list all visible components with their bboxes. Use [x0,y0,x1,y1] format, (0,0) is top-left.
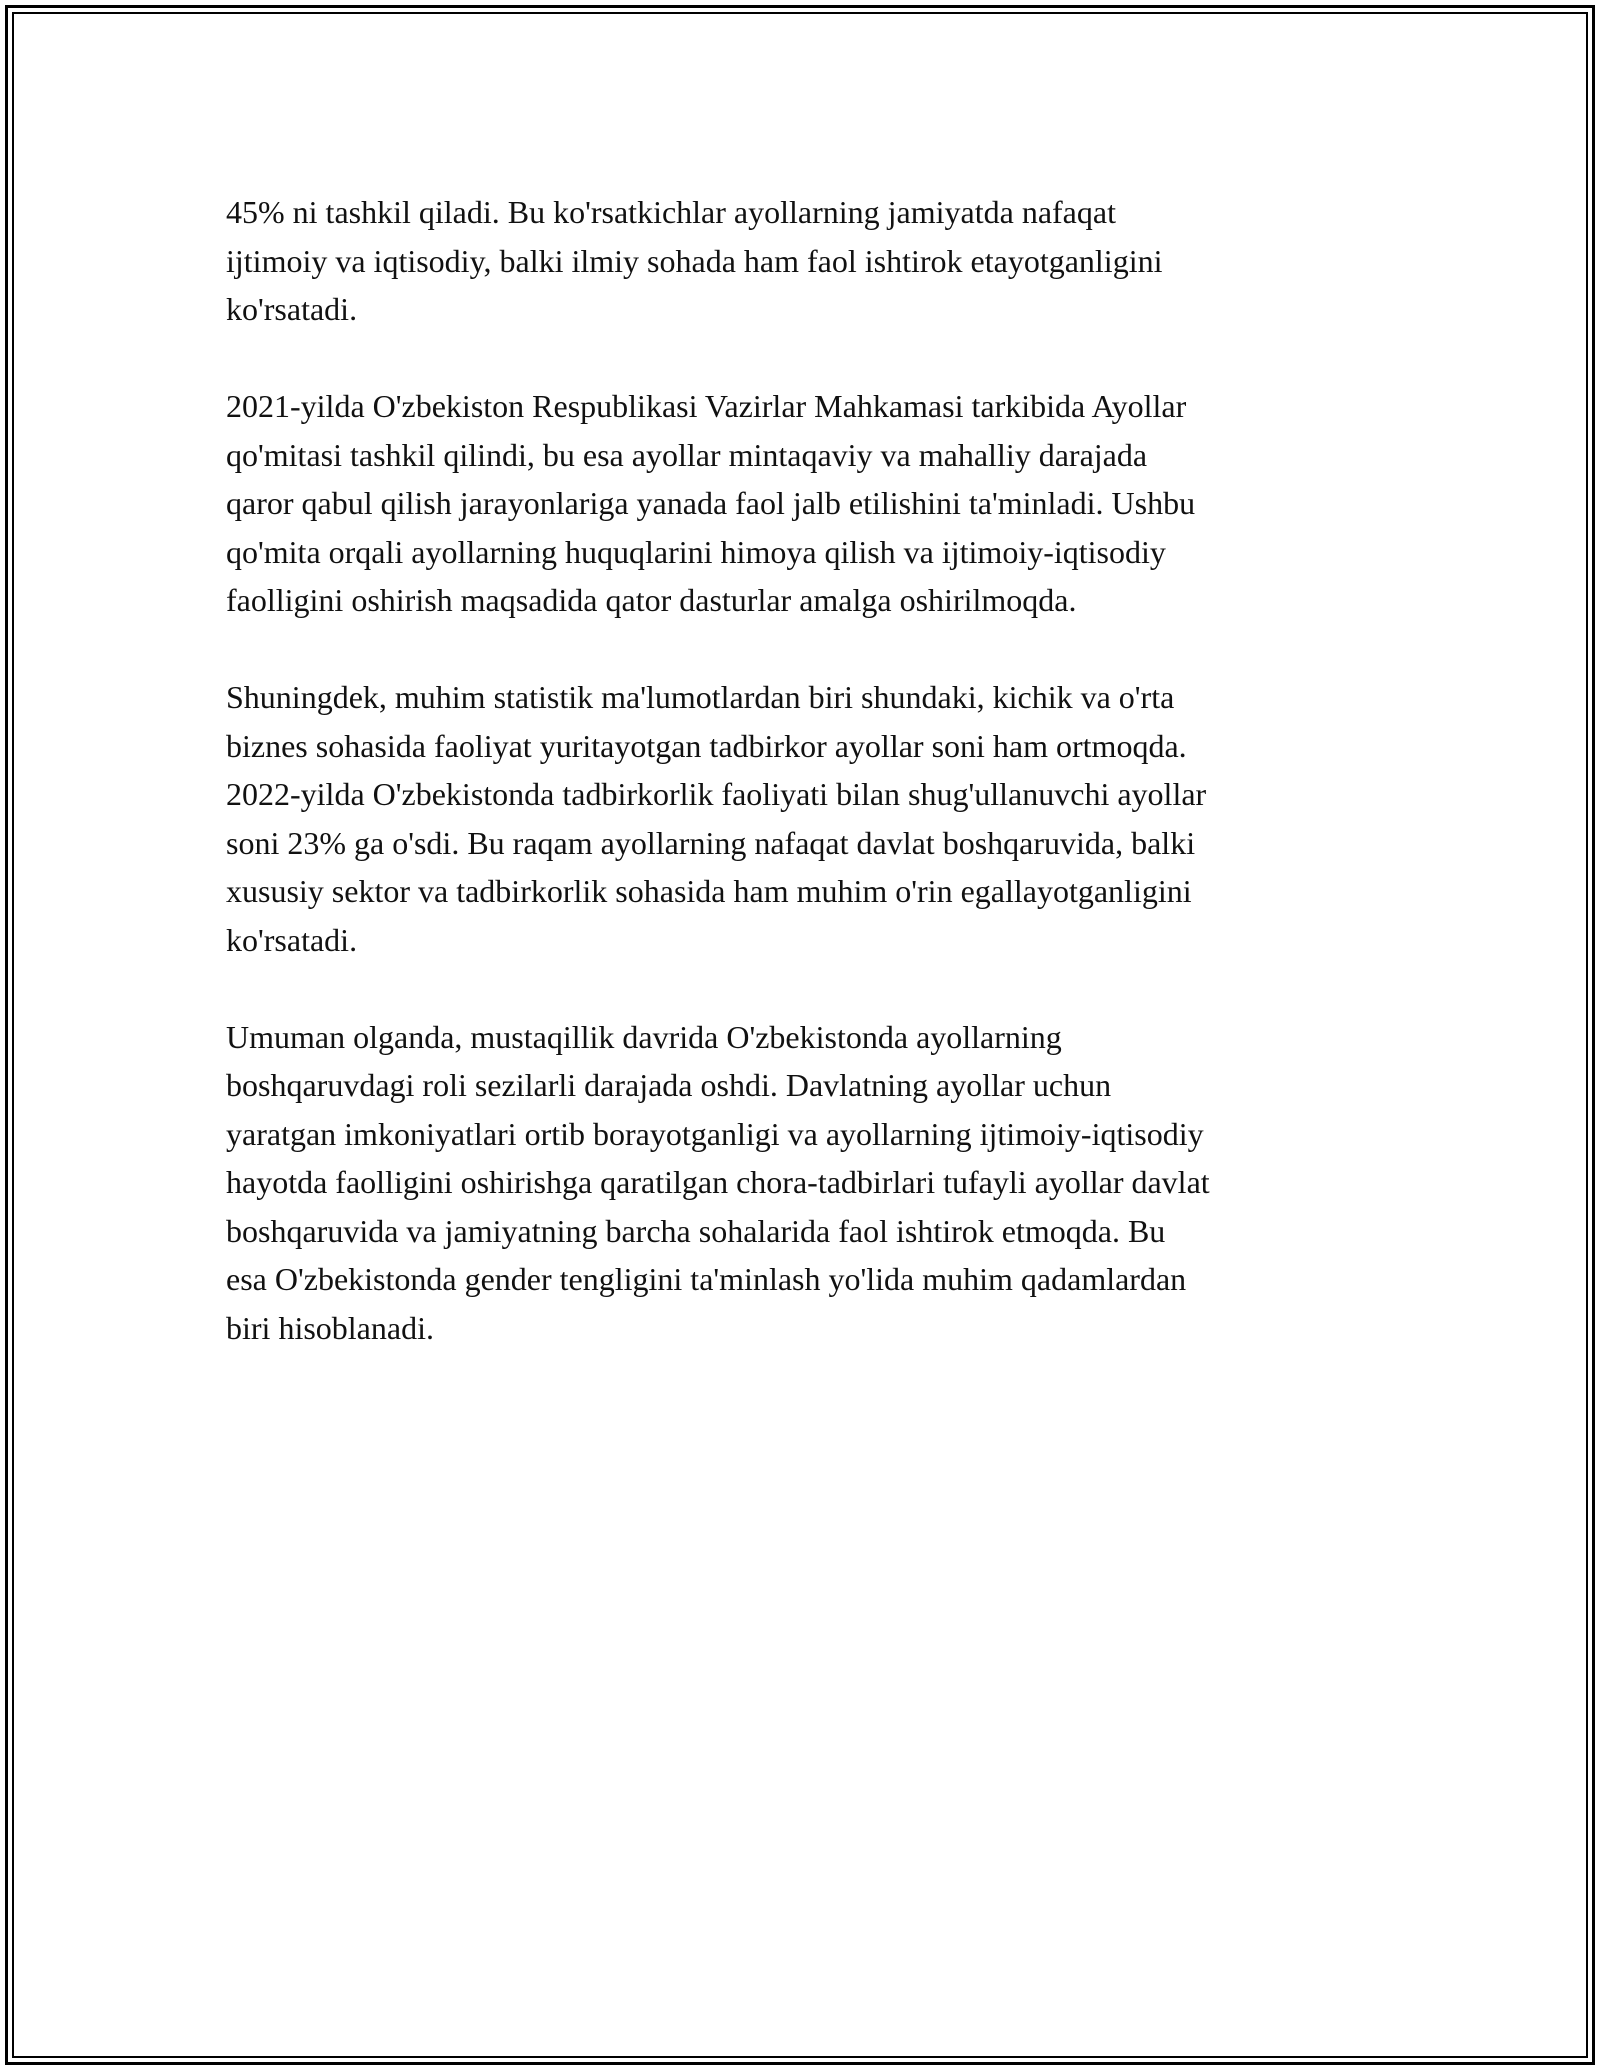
paragraph-2 [226,382,1376,625]
paragraph-1 [226,188,1376,334]
text-line: ko'rsatadi. [226,291,358,327]
text-line: soni 23% ga o'sdi. Bu raqam ayollarning nafaqat davlat boshqaruvida, balki [226,824,1196,861]
text-line: qaror qabul qilish jarayonlariga yanada faol jalb etilishini ta'minladi. Ushbu [226,485,1196,521]
text-line: ko'rsatadi. [226,921,358,958]
text-line: 45% ni tashkil qiladi. Bu ko'rsatkichlar ayollarning jamiyatda nafaqat [226,194,1116,230]
text-line: xususiy sektor va tadbirkorlik sohasida ham muhim o'rin egallayotganligini [226,873,1192,909]
text-line: Umuman olganda, mustaqillik davrida O'zbekistonda ayollarning [226,1018,1062,1055]
text-line: faolligini oshirish maqsadida qator dasturlar amalga oshirilmoqda. [226,582,1077,618]
text-line: boshqaruvida va jamiyatning barcha sohalarida faol ishtirok etmoqda. Bu [226,1212,1166,1249]
document-body [226,188,1376,1401]
text-line: esa O'zbekistonda gender tengligini ta'minlash yo'lida muhim qadamlardan [226,1261,1187,1297]
paragraph-4 [226,1013,1376,1353]
text-line: Shuningdek, muhim statistik ma'lumotlardan biri shundaki, kichik va o'rta [226,679,1175,715]
text-line: boshqaruvdagi roli sezilarli darajada oshdi. Davlatning ayollar uchun [226,1067,1112,1103]
paragraph-3 [226,673,1376,964]
text-line: qo'mita orqali ayollarning huquqlarini himoya qilish va ijtimoiy-iqtisodiy [226,533,1166,570]
text-line: yaratgan imkoniyatlari ortib borayotganligi va ayollarning ijtimoiy-iqtisodiy [226,1115,1204,1152]
text-line: 2021-yilda O'zbekiston Respublikasi Vazirlar Mahkamasi tarkibida Ayollar [226,388,1187,424]
text-line: ijtimoiy va iqtisodiy, balki ilmiy sohada ham faol ishtirok etayotganligini [226,242,1163,279]
text-line: biri hisoblanadi. [226,1309,434,1346]
text-line: biznes sohasida faoliyat yuritayotgan tadbirkor ayollar soni ham ortmoqda. [226,727,1187,764]
text-line: qo'mitasi tashkil qilindi, bu esa ayollar mintaqaviy va mahalliy darajada [226,436,1148,473]
text-line: hayotda faolligini oshirishga qaratilgan chora-tadbirlari tufayli ayollar davlat [226,1164,1210,1200]
text-line: 2022-yilda O'zbekistonda tadbirkorlik faoliyati bilan shug'ullanuvchi ayollar [226,776,1207,812]
